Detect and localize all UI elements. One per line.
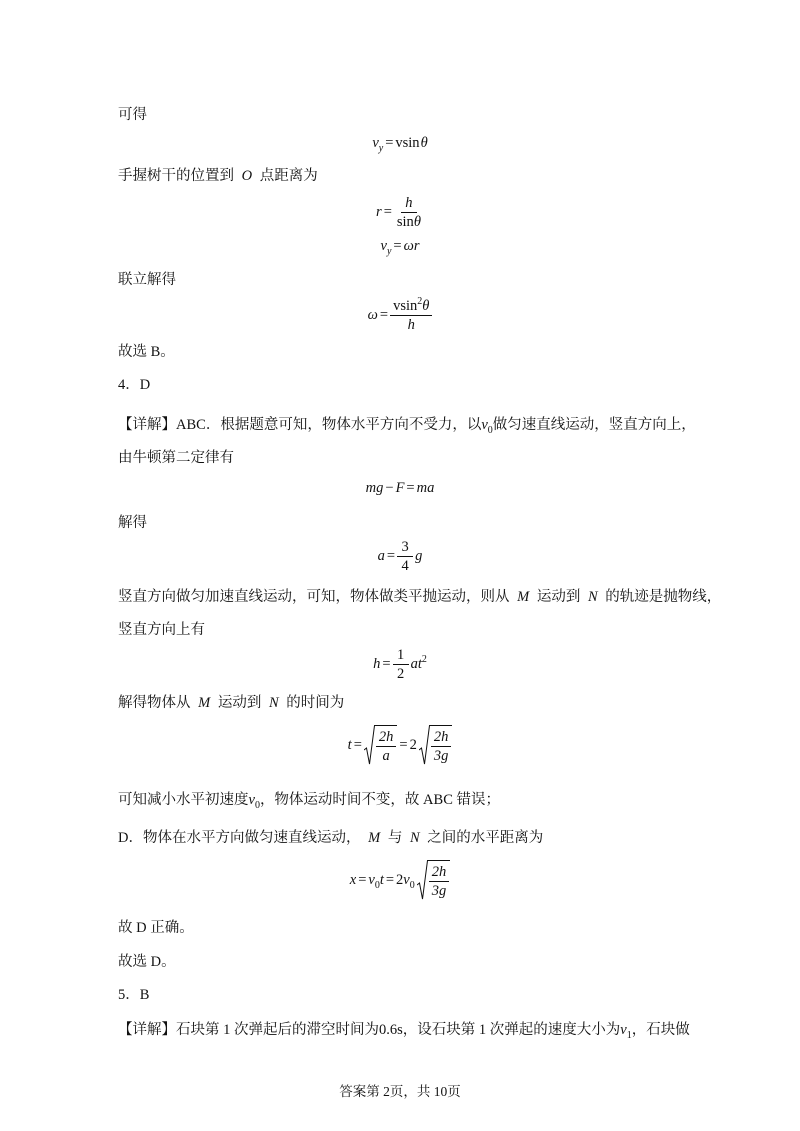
text: ，设石块第 1 次弹起的速度大小为 [402,1022,621,1038]
var-n: N [409,830,420,846]
formula-r [0,194,800,231]
text: 与 [387,830,403,846]
var-v: v [403,871,410,888]
text-d-correct [118,918,194,938]
sup-2: 2 [421,654,427,666]
text: ABC．根据题意可知，物体水平方向不受力，以 [176,417,482,433]
text: 由牛顿第二定律有 [118,450,234,466]
radicand [375,725,398,765]
text: 故选 B。 [118,344,175,360]
var-m: M [517,589,530,605]
text: 解得物体从 [118,695,191,711]
formula-acceleration [0,538,800,575]
sub-y: y [378,142,384,154]
force-f: F [395,480,405,496]
at: at [410,656,422,672]
text: 联立解得 [118,272,176,288]
var-v: v [380,238,387,254]
equals: = [393,238,402,254]
var-v: v [248,792,255,808]
equals: = [386,548,396,564]
denominator: 3g [433,748,449,764]
rhs: ωr [403,238,420,254]
var-omega: ω [367,307,378,323]
text: 的轨迹是抛物线， [605,589,722,605]
text: 做匀速直线运动，竖直方向上， [492,417,696,433]
formula-time [0,725,800,765]
text-choose-b [118,342,175,362]
text: 点距离为 [259,168,318,184]
radicand [428,860,451,900]
sup-2: 2 [417,296,423,308]
var-v: v [481,417,488,433]
text: 的时间为 [286,695,345,711]
radicand [430,725,453,765]
text-lianli [118,270,176,290]
question-4-title [118,375,150,395]
formula-term [368,872,383,889]
equals: = [406,480,415,496]
var-x: x [349,871,357,888]
text: 竖直方向做匀加速直线运动，可知，物体做类平抛运动，则从 [118,589,510,605]
var-m: M [198,695,211,711]
denominator: 3g [431,883,447,899]
var-v: v [368,871,375,888]
text: 解得 [118,515,147,531]
sub-0: 0 [487,424,493,436]
var-g: g [415,548,423,564]
minus: − [385,480,394,496]
equals: = [385,135,394,151]
text: 手握树干的位置到 [118,168,234,184]
coefficient: 2 [409,736,417,753]
text-newton [118,448,234,468]
text: 运动到 [536,589,581,605]
text: 故选 D。 [118,954,176,970]
question-5-detail [118,1020,690,1040]
text-reduce-velocity [118,790,500,810]
theta: θ [413,214,421,230]
equals: = [379,307,389,323]
detail-tag: 【详解】 [118,417,176,433]
fraction [390,297,432,334]
square-root [364,725,398,765]
text-choose-d [118,952,176,972]
text: 竖直方向上有 [118,622,205,638]
sub-0: 0 [254,799,260,811]
formula-term [372,135,383,152]
formula-distance [0,860,800,900]
text-option-d [118,828,543,848]
vsin: vsin [393,298,418,314]
var-v: v [372,135,379,151]
page-number: 答案第 2页，共 10页 [339,1084,461,1099]
text-distance-to-o [118,166,318,186]
text: 之间的水平距离为 [427,830,544,846]
equals: = [358,871,367,888]
sub-y: y [386,245,392,257]
denominator: a [382,748,390,764]
fraction [394,194,424,231]
numerator: 2h [376,728,397,747]
formula-omega [0,297,800,334]
sub-0: 0 [409,879,415,891]
numerator: 1 [393,646,409,665]
theta: θ [420,135,428,151]
equals: = [383,204,392,220]
formula-term [381,238,392,255]
mg: mg [365,480,384,496]
question-4-detail [118,415,696,435]
radical-sign-icon [419,725,430,765]
equals: = [353,736,362,753]
fraction [397,538,413,575]
formula-vy-vsin [0,135,800,152]
detail-tag: 【详解】 [118,1022,176,1038]
formula-newton [0,480,800,497]
var-o: O [241,168,253,184]
text: 可得 [118,107,147,123]
page-footer [0,1082,800,1102]
square-root [419,725,453,765]
var-t: t [379,871,384,888]
var-n: N [587,589,598,605]
var-h: h [373,656,381,672]
numerator: 2h [429,863,450,882]
fraction [393,646,409,683]
formula-term [396,872,415,889]
denominator: 2 [396,666,405,682]
ma: ma [416,480,435,496]
radical-sign-icon [417,860,428,900]
text-solve [118,513,147,533]
fraction [376,728,397,765]
var-m: M [368,830,381,846]
text: 故 D 正确。 [118,920,194,936]
numerator [390,297,432,316]
sub-1: 1 [626,1029,632,1041]
formula-term [411,656,427,673]
denominator [394,213,424,231]
equals: = [382,656,391,672]
text-keyi [118,105,147,125]
time-value: 0.6s [379,1022,403,1038]
denominator: h [407,317,415,333]
fraction [431,728,452,765]
numerator: 2h [431,728,452,747]
equals: = [399,736,408,753]
formula-vy-wr [0,238,800,255]
text: ，石块做 [631,1022,690,1038]
sin: sin [396,214,414,230]
var-a: a [377,548,385,564]
text: 可知减小水平初速度 [118,792,249,808]
text: 石块第 1 次弹起后的滞空时间为 [176,1022,379,1038]
rhs: vsin [395,135,420,151]
text: 运动到 [217,695,262,711]
denominator: 4 [401,558,409,574]
question-5-title [118,985,149,1005]
square-root [417,860,451,900]
theta: θ [422,298,430,314]
text-vertical-motion [118,587,721,607]
fraction [429,863,450,900]
numerator: h [401,194,417,213]
text: ，物体运动时间不变，故 ABC 错误； [259,792,501,808]
text: D．物体在水平方向做匀速直线运动， [118,830,361,846]
equals: = [385,871,395,888]
sub-0: 0 [374,879,380,891]
var-t: t [347,736,352,753]
numerator: 3 [397,538,413,557]
var-r: r [376,204,382,220]
formula-height [0,646,800,683]
var-n: N [268,695,279,711]
coefficient: 2 [396,871,404,888]
text-time [118,693,344,713]
text: 4．D [118,377,151,393]
radical-sign-icon [364,725,375,765]
var-v: v [620,1022,627,1038]
text-vertical-up [118,620,205,640]
text: 5．B [118,987,150,1003]
